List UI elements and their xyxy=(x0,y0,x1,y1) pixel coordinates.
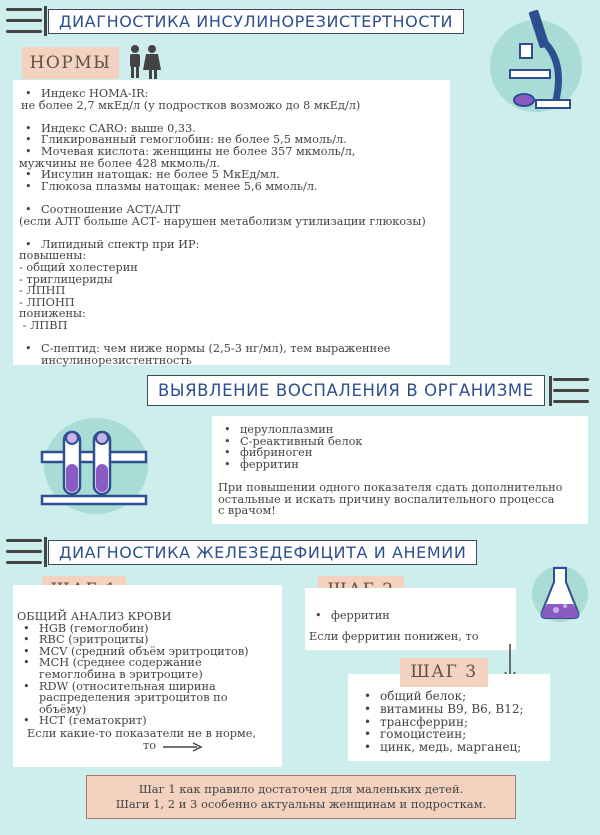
step1-card xyxy=(13,585,282,767)
list-item: • общий белок; xyxy=(358,690,550,703)
arrow-icon xyxy=(163,742,203,752)
list-item: • церулоплазмин xyxy=(218,424,588,436)
list-item: • Инсулин натощак: не более 5 МкЕд/мл. xyxy=(19,169,450,181)
footer-line: Шаг 1 как правило достаточен для маленьких детей. xyxy=(138,782,464,796)
step3-label: ШАГ 3 xyxy=(400,658,488,687)
section3-header xyxy=(6,537,477,567)
cpeptide-cont: инсулинорезистентность xyxy=(41,353,192,367)
list-item: • HGB (гемоглобин) xyxy=(17,623,282,635)
step2-card xyxy=(305,588,516,650)
list-item: • Мочевая кислота: женщины не более 357 мкмоль/л, xyxy=(19,146,450,158)
list-item: - ЛПОНП xyxy=(19,295,75,309)
list-item: • RBC (эритроциты) xyxy=(17,634,282,646)
norms-label: НОРМЫ xyxy=(22,47,119,79)
list-item: • фибриноген xyxy=(218,447,588,459)
list-item: • ферритин xyxy=(218,459,588,471)
list-item: • ферритин xyxy=(309,610,516,622)
menu-lines-icon xyxy=(547,376,589,406)
norms-card xyxy=(13,80,450,365)
step1-note: Если какие-то показатели не в норме, xyxy=(27,726,257,740)
section1-header xyxy=(6,6,464,36)
list-item: • MCH (среднее содержание гемоглобина в эритроците) xyxy=(17,657,282,680)
menu-lines-icon xyxy=(6,6,48,36)
footer-note xyxy=(86,775,516,819)
section1-title: ДИАГНОСТИКА ИНСУЛИНОРЕЗИСТЕРТНОСТИ xyxy=(48,9,464,34)
list-item: • С-реактивный белок xyxy=(218,436,588,448)
test-tubes-icon xyxy=(28,416,158,516)
step3-card xyxy=(348,674,550,761)
ast-alt-label: • Соотношение АСТ/АЛТ xyxy=(19,204,450,216)
list-item: • MCV (средний объём эритроцитов) xyxy=(17,646,282,658)
section2-header xyxy=(147,375,589,406)
people-icon xyxy=(124,44,164,80)
list-item: • Индекс CARO: выше 0,33. xyxy=(19,123,450,135)
list-item: • Гликированный гемоглобин: не более 5,5 ммоль/л. xyxy=(19,134,450,146)
step2-note: Если ферритин понижен, то xyxy=(309,629,479,643)
raised-label: повышены: xyxy=(19,249,87,263)
lowered-label: понижены: xyxy=(19,307,86,321)
list-item: • HCT (гематокрит) xyxy=(17,715,282,727)
list-item: - общий холестерин xyxy=(19,260,138,274)
list-item: • Глюкоза плазмы натощак: менее 5,6 ммоль/л. xyxy=(19,181,450,193)
section2-title: ВЫЯВЛЕНИЕ ВОСПАЛЕНИЯ В ОРГАНИЗМЕ xyxy=(147,375,545,406)
list-item: • витамины B9, B6, B12; xyxy=(358,703,550,716)
lipid-title: • Липидный спектр при ИР: xyxy=(19,239,450,251)
list-item: • трансферрин; xyxy=(358,716,550,729)
menu-lines-icon xyxy=(6,537,48,567)
inflammation-note-line: остальные и искать причину воспалительного процесса xyxy=(218,492,555,506)
list-item: - триглицериды xyxy=(19,272,113,286)
flask-icon xyxy=(532,560,590,626)
homa-label: • Индекс HOMA-IR: xyxy=(19,88,450,100)
microscope-icon xyxy=(486,4,586,116)
homa-value: не более 2,7 мкЕд/л (у подростков возможо до 8 мкЕд/л) xyxy=(21,98,361,112)
list-item: • RDW (относительная ширина распределения эритроцитов по объёму) xyxy=(17,681,282,716)
footer-line: Шаги 1, 2 и 3 особенно актуальны женщинам и подросткам. xyxy=(115,797,487,811)
list-item: - ЛПВП xyxy=(19,318,68,332)
list-item: - ЛПНП xyxy=(19,284,66,298)
inflammation-note-line: При повышении одного показателя сдать дополнительно xyxy=(218,480,563,494)
cpeptide-text: • С-пептид: чем ниже нормы (2,5-3 нг/мл), тем выраженнее xyxy=(19,343,450,355)
ast-alt-note: (если АЛТ больше АСТ- нарушен метаболизм утилизации глюкозы) xyxy=(19,214,426,228)
inflammation-note-line: с врачом! xyxy=(218,504,276,518)
uric-acid-men: мужчины не более 428 мкмоль/л. xyxy=(19,156,220,170)
step1-note-end: то xyxy=(17,740,282,752)
step1-heading: ОБЩИЙ АНАЛИЗ КРОВИ xyxy=(17,610,172,623)
list-item: • цинк, медь, марганец; xyxy=(358,741,550,754)
inflammation-card xyxy=(212,416,588,524)
section3-title: ДИАГНОСТИКА ЖЕЛЕЗЕДЕФИЦИТА И АНЕМИИ xyxy=(48,540,477,565)
list-item: • гомоцистеин; xyxy=(358,728,550,741)
